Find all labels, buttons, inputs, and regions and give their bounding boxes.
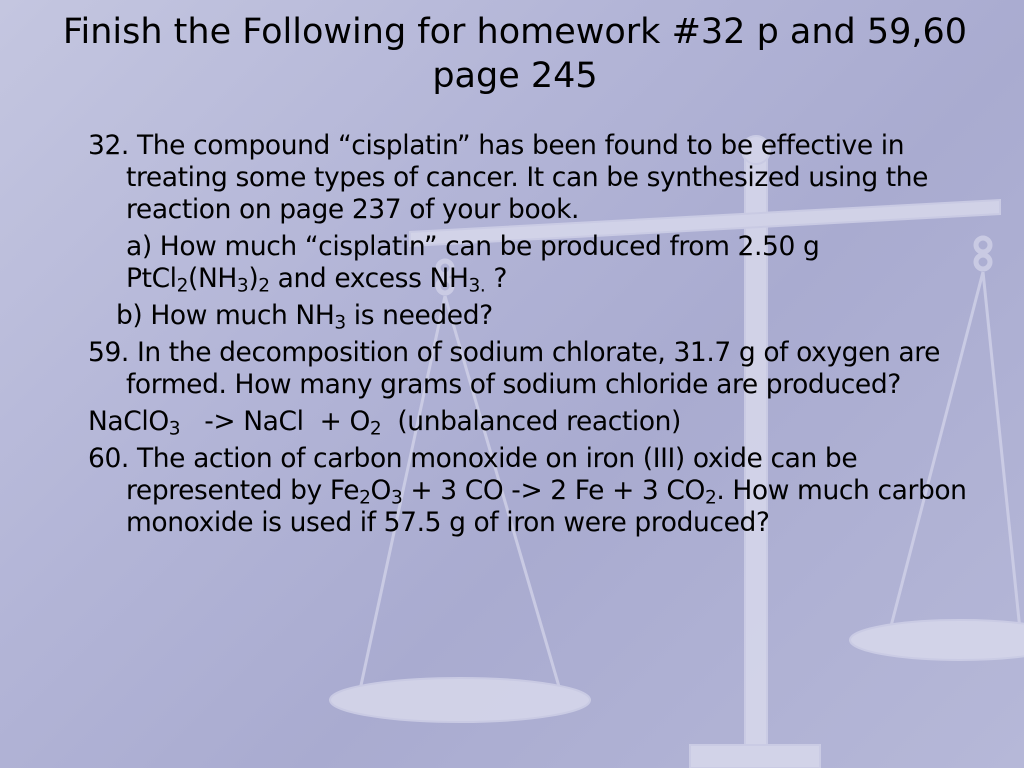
question-32-part-b: b) How much $NH_3$ is needed? <box>116 300 493 334</box>
question-32-part-a: a) How much “cisplatin” can be produced from 2.50 g $PtCl_2(NH_3)_2$ and excess $NH_{3.}$ ? <box>126 231 820 297</box>
question-32: 32. The compound “cisplatin” has been found to be effective in treating some types of cancer. It can be synthesized using the reaction on page 237 of your book. <box>88 130 929 225</box>
question-60: 60. The action of carbon monoxide on iron (III) oxide can be represented by $Fe_2O_3 + 3$ CO -> 2 Fe + 3 $CO_2$. How much carbon monoxide is used if 57.5 g of iron were produced? <box>88 443 967 538</box>
slide-title: Finish the Following for homework #32 p and 59,60 page 245 <box>62 12 968 96</box>
reaction-equation: NaClO$_3$ -> NaCl + $O_2$ (unbalanced reaction) <box>88 406 681 440</box>
slide-body <box>88 130 968 544</box>
question-59: 59. In the decomposition of sodium chlorate, 31.7 g of oxygen are formed. How many grams of sodium chloride are produced? <box>88 337 941 400</box>
